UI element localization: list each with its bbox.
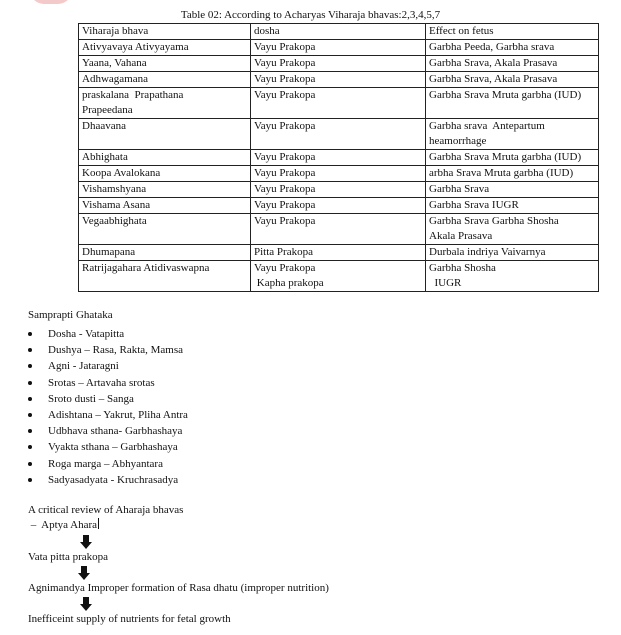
flow-step-1: Vata pitta prakopa — [28, 551, 109, 563]
table-cell-dosha — [251, 214, 426, 245]
list-item — [28, 358, 188, 374]
cell-text: Vishama Asana — [82, 199, 151, 211]
table-cell-dosha — [251, 182, 426, 198]
cell-text: Garbha srava Antepartum — [429, 120, 545, 132]
table-caption: Table 02: According to Acharyas Viharaja bhavas:2,3,4,5,7 — [180, 9, 441, 21]
list-item — [28, 423, 188, 439]
cell-text: Ratrijagahara Atidivaswapna — [82, 262, 210, 274]
table-cell-effect — [426, 40, 599, 56]
table-cell-effect — [426, 119, 599, 150]
list-item — [28, 391, 188, 407]
list-item — [28, 407, 188, 423]
table-row — [79, 214, 599, 245]
table-cell-dosha — [251, 245, 426, 261]
table-header-cell: Effect on fetus — [426, 24, 599, 40]
list-item-text: Roga marga – Abhyantara — [48, 457, 163, 470]
down-arrow-icon — [80, 597, 92, 611]
review-heading: A critical review of Aharaja bhavas — [28, 504, 184, 516]
list-item-text: Dosha - Vatapitta — [48, 328, 125, 340]
cell-text: Abhighata — [82, 151, 128, 163]
cell-text: Garbha Shosha — [429, 262, 496, 274]
cell-text: Vayu Prakopa — [254, 57, 316, 69]
viharaja-table — [78, 23, 599, 292]
cell-text: Prapeedana — [82, 104, 133, 116]
cell-text: Vayu Prakopa — [254, 183, 316, 195]
down-arrow-icon — [78, 566, 90, 580]
table-row — [79, 261, 599, 292]
cell-text: Vayu Prakopa — [254, 73, 316, 85]
cell-text: Akala Prasava — [429, 230, 493, 242]
list-item — [28, 439, 188, 455]
table-cell-bhava — [79, 198, 251, 214]
cell-text: arbha Srava Mruta garbha (IUD) — [429, 167, 574, 179]
table-cell-bhava — [79, 72, 251, 88]
table-header-cell: dosha — [251, 24, 426, 40]
table-cell-effect — [426, 245, 599, 261]
cell-text: Garbha Peeda, Garbha srava — [429, 41, 555, 53]
list-item-text: Dushya – Rasa, Rakta, Mamsa — [48, 344, 184, 357]
review-subitem-text: – Aptya Ahara — [28, 519, 98, 531]
table-cell-effect — [426, 214, 599, 245]
list-item-text: Vyakta sthana – Garbhashaya — [48, 441, 178, 454]
table-cell-effect — [426, 150, 599, 166]
table-cell-dosha — [251, 119, 426, 150]
list-item — [28, 326, 188, 342]
cell-text: Pitta Prakopa — [254, 246, 313, 258]
list-item — [28, 342, 188, 358]
table-row — [79, 56, 599, 72]
table-row — [79, 72, 599, 88]
table-row — [79, 198, 599, 214]
cell-text: Vayu Prakopa — [254, 89, 316, 101]
table-row — [79, 150, 599, 166]
cell-text: heamorrhage — [429, 135, 487, 147]
cell-text: Vayu Prakopa — [254, 262, 316, 274]
cell-text: Garbha Srava, Akala Prasava — [429, 73, 558, 85]
bullet-icon — [28, 478, 32, 482]
table-cell-dosha — [251, 56, 426, 72]
cell-text: Koopa Avalokana — [82, 167, 161, 179]
list-item — [28, 375, 188, 391]
cell-text: Garbha Srava — [429, 183, 490, 195]
table-row — [79, 245, 599, 261]
cell-text: Vayu Prakopa — [254, 151, 316, 163]
list-item-text: Agni - Jataragni — [48, 360, 119, 373]
list-item — [28, 456, 188, 472]
table-cell-bhava — [79, 166, 251, 182]
cell-text: Vayu Prakopa — [254, 167, 316, 179]
bullet-icon — [28, 332, 32, 336]
cell-text: Adhwagamana — [82, 73, 148, 85]
table-row — [79, 166, 599, 182]
cell-text: Vishamshyana — [82, 183, 147, 195]
table-row — [79, 40, 599, 56]
flow-step-3: Inefficeint supply of nutrients for fetal growth — [28, 613, 231, 625]
table-cell-bhava — [79, 56, 251, 72]
table-cell-bhava — [79, 119, 251, 150]
table-cell-dosha — [251, 150, 426, 166]
samprapti-list — [28, 326, 188, 488]
table-cell-dosha — [251, 261, 426, 292]
cell-text: Garbha Srava Garbha Shosha — [429, 215, 559, 227]
cell-text: Vayu Prakopa — [254, 41, 316, 53]
bullet-icon — [28, 348, 32, 352]
cell-text: praskalana Prapathana — [82, 89, 184, 101]
list-item — [28, 472, 188, 488]
cell-text: Dhaavana — [82, 120, 126, 132]
table-cell-dosha — [251, 198, 426, 214]
cell-text: Durbala indriya Vaivarnya — [429, 246, 546, 258]
list-item-text: Sadyasadyata - Kruchrasadya — [48, 473, 179, 486]
table-cell-bhava — [79, 182, 251, 198]
cell-text: Vegaabhighata — [82, 215, 147, 227]
table-cell-bhava — [79, 214, 251, 245]
list-item-text: Adishtana – Yakrut, Pliha Antra — [48, 408, 188, 421]
cell-text: Vayu Prakopa — [254, 215, 316, 227]
table-row — [79, 88, 599, 119]
table-cell-dosha — [251, 166, 426, 182]
table-row — [79, 119, 599, 150]
cell-text: Garbha Srava Mruta garbha (IUD) — [429, 89, 582, 101]
bullet-icon — [28, 429, 32, 433]
review-subitem — [28, 518, 183, 533]
bullet-icon — [28, 381, 32, 385]
bullet-icon — [28, 397, 32, 401]
list-item-text: Srotas – Artavaha srotas — [48, 376, 155, 389]
cell-text: Vayu Prakopa — [254, 120, 316, 132]
table-cell-effect — [426, 198, 599, 214]
table-cell-bhava — [79, 150, 251, 166]
table-cell-effect — [426, 182, 599, 198]
table-row — [79, 182, 599, 198]
table-cell-bhava — [79, 88, 251, 119]
list-item-text: Sroto dusti – Sanga — [48, 392, 134, 405]
cell-text: IUGR — [429, 277, 462, 289]
table-cell-effect — [426, 56, 599, 72]
table-cell-dosha — [251, 72, 426, 88]
bullet-icon — [28, 445, 32, 449]
text-cursor — [98, 518, 99, 529]
table-header-row — [79, 24, 599, 40]
table-cell-effect — [426, 166, 599, 182]
cell-text: Vayu Prakopa — [254, 199, 316, 211]
table-cell-bhava — [79, 261, 251, 292]
header-logo-fragment — [30, 0, 72, 4]
review-block — [28, 503, 183, 533]
cell-text: Garbha Srava Mruta garbha (IUD) — [429, 151, 582, 163]
table-header-cell: Viharaja bhava — [79, 24, 251, 40]
bullet-icon — [28, 462, 32, 466]
samprapti-title: Samprapti Ghataka — [28, 309, 113, 321]
table-cell-bhava — [79, 245, 251, 261]
table-cell-bhava — [79, 40, 251, 56]
table-cell-effect — [426, 261, 599, 292]
table-cell-dosha — [251, 40, 426, 56]
cell-text: Dhumapana — [82, 246, 136, 258]
table-cell-dosha — [251, 88, 426, 119]
cell-text: Ativyavaya Ativyayama — [82, 41, 189, 53]
cell-text: Garbha Srava, Akala Prasava — [429, 57, 558, 69]
bullet-icon — [28, 413, 32, 417]
list-item-text: Udbhava sthana- Garbhashaya — [48, 425, 183, 438]
cell-text: Yaana, Vahana — [82, 57, 147, 69]
flow-step-2: Agnimandya Improper formation of Rasa dhatu (improper nutrition) — [28, 582, 329, 594]
table-cell-effect — [426, 72, 599, 88]
cell-text: Garbha Srava IUGR — [429, 199, 519, 211]
cell-text: Kapha prakopa — [254, 277, 324, 289]
down-arrow-icon — [80, 535, 92, 549]
table-cell-effect — [426, 88, 599, 119]
bullet-icon — [28, 364, 32, 368]
